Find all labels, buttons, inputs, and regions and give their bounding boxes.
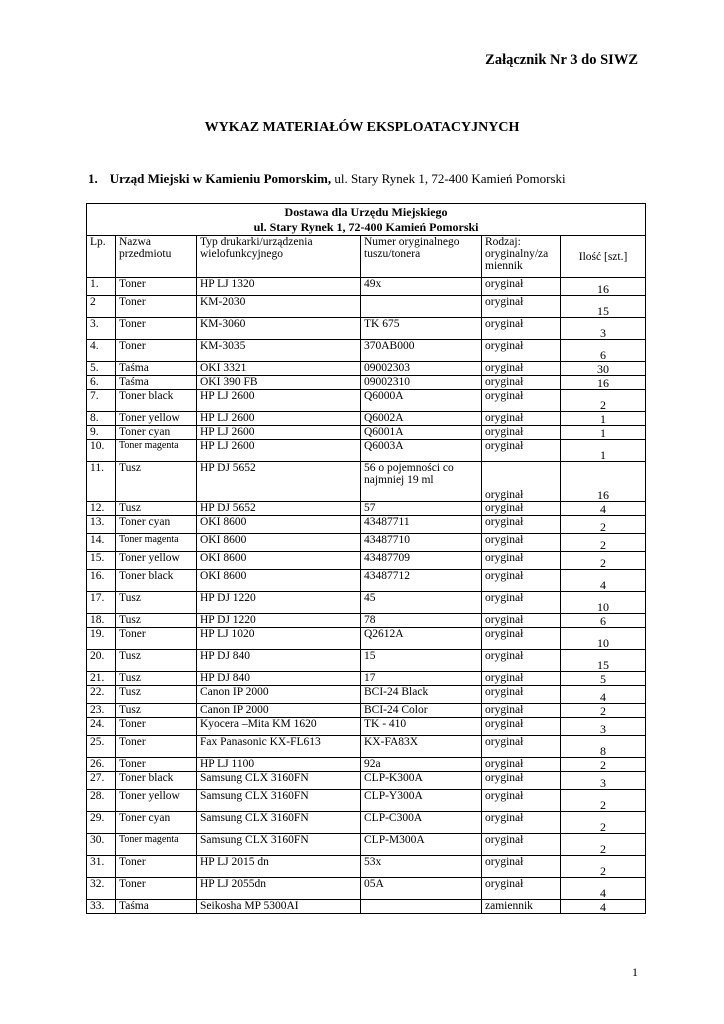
cell-name: Tusz [116,672,197,686]
cell-cartridge: 43487712 [361,570,482,592]
cell-name: Toner [116,340,197,362]
cell-qty: 3 [561,772,646,790]
cell-kind: oryginał [482,534,561,552]
cell-device: HP DJ 1220 [197,614,361,628]
cell-lp: 14. [87,534,116,552]
cell-name: Toner black [116,390,197,412]
table-title-line1: Dostawa dla Urzędu Miejskiego [284,205,448,219]
cell-name: Toner [116,318,197,340]
cell-kind: oryginał [482,672,561,686]
table-row [87,900,646,914]
cell-device: KM-2030 [197,296,361,318]
table-row [87,834,646,856]
cell-qty: 10 [561,592,646,614]
col-header-cartridge: Numer oryginalnego tuszu/tonera [361,236,482,278]
cell-lp: 6. [87,376,116,390]
cell-kind: oryginał [482,650,561,672]
cell-kind: oryginał [482,296,561,318]
table-row [87,592,646,614]
cell-device: OKI 8600 [197,516,361,534]
cell-kind: oryginał [482,516,561,534]
cell-name: Toner cyan [116,426,197,440]
cell-device: HP DJ 840 [197,650,361,672]
table-row [87,462,646,502]
cell-device: KM-3035 [197,340,361,362]
cell-lp: 30. [87,834,116,856]
cell-qty: 2 [561,812,646,834]
cell-name: Taśma [116,376,197,390]
table-row [87,362,646,376]
cell-qty: 4 [561,900,646,914]
cell-lp: 3. [87,318,116,340]
cell-cartridge: TK - 410 [361,718,482,736]
cell-qty: 3 [561,718,646,736]
table-row [87,412,646,426]
cell-cartridge: 43487711 [361,516,482,534]
cell-kind: oryginał [482,390,561,412]
cell-device: OKI 3321 [197,362,361,376]
cell-cartridge: TK 675 [361,318,482,340]
cell-name: Toner yellow [116,790,197,812]
table-row [87,376,646,390]
cell-qty: 3 [561,318,646,340]
table-row [87,552,646,570]
cell-lp: 2 [87,296,116,318]
table-row [87,878,646,900]
cell-qty: 2 [561,516,646,534]
cell-cartridge: 370AB000 [361,340,482,362]
cell-device: HP DJ 5652 [197,462,361,502]
cell-device: Fax Panasonic KX-FL613 [197,736,361,758]
table-row [87,686,646,704]
cell-qty: 16 [561,278,646,296]
cell-name: Toner [116,758,197,772]
cell-device: HP LJ 2015 dn [197,856,361,878]
cell-lp: 26. [87,758,116,772]
cell-cartridge: 17 [361,672,482,686]
cell-name: Tusz [116,592,197,614]
cell-kind: oryginał [482,772,561,790]
table-row [87,736,646,758]
table-row [87,672,646,686]
cell-qty: 2 [561,834,646,856]
cell-lp: 17. [87,592,116,614]
col-header-qty: Ilość [szt.] [561,236,646,278]
cell-cartridge: CLP-C300A [361,812,482,834]
cell-qty: 4 [561,570,646,592]
table-row [87,856,646,878]
cell-lp: 5. [87,362,116,376]
cell-device: HP DJ 840 [197,672,361,686]
cell-cartridge: 43487710 [361,534,482,552]
table-row [87,628,646,650]
cell-cartridge: CLP-Y300A [361,790,482,812]
cell-qty: 8 [561,736,646,758]
cell-lp: 19. [87,628,116,650]
cell-kind: oryginał [482,376,561,390]
cell-name: Toner [116,856,197,878]
table-row [87,718,646,736]
cell-name: Toner cyan [116,516,197,534]
col-header-lp: Lp. [87,236,116,278]
cell-name: Toner [116,278,197,296]
cell-name: Toner yellow [116,552,197,570]
cell-name: Toner black [116,772,197,790]
cell-qty: 2 [561,534,646,552]
cell-name: Toner magenta [116,440,197,462]
cell-device: HP LJ 1100 [197,758,361,772]
cell-cartridge: 43487709 [361,552,482,570]
cell-lp: 29. [87,812,116,834]
cell-kind: oryginał [482,878,561,900]
cell-kind: oryginał [482,614,561,628]
cell-kind: oryginał [482,502,561,516]
table-row [87,516,646,534]
cell-lp: 11. [87,462,116,502]
cell-name: Tusz [116,462,197,502]
cell-cartridge: 05A [361,878,482,900]
cell-lp: 24. [87,718,116,736]
col-header-kind: Rodzaj: oryginalny/za miennik [482,236,561,278]
cell-kind: oryginał [482,552,561,570]
cell-device: HP LJ 2055dn [197,878,361,900]
cell-lp: 28. [87,790,116,812]
cell-qty: 15 [561,296,646,318]
cell-device: HP LJ 2600 [197,426,361,440]
cell-qty: 2 [561,790,646,812]
cell-device: HP LJ 2600 [197,440,361,462]
cell-name: Toner black [116,570,197,592]
col-header-name: Nazwa przedmiotu [116,236,197,278]
cell-cartridge: KX-FA83X [361,736,482,758]
cell-qty: 15 [561,650,646,672]
cell-lp: 25. [87,736,116,758]
cell-device: HP DJ 5652 [197,502,361,516]
cell-kind: oryginał [482,790,561,812]
cell-cartridge: 09002310 [361,376,482,390]
cell-qty: 4 [561,502,646,516]
cell-kind: oryginał [482,340,561,362]
cell-cartridge: 15 [361,650,482,672]
table-row [87,340,646,362]
table-row [87,534,646,552]
cell-name: Taśma [116,362,197,376]
cell-qty: 1 [561,440,646,462]
table-title-line2: ul. Stary Rynek 1, 72-400 Kamień Pomorski [253,220,479,234]
cell-lp: 15. [87,552,116,570]
cell-lp: 23. [87,704,116,718]
cell-cartridge: 78 [361,614,482,628]
cell-qty: 2 [561,390,646,412]
cell-name: Toner yellow [116,412,197,426]
cell-cartridge: CLP-M300A [361,834,482,856]
table-title-row [87,204,646,236]
cell-name: Toner [116,718,197,736]
cell-lp: 27. [87,772,116,790]
cell-kind: oryginał [482,736,561,758]
cell-kind: oryginał [482,856,561,878]
cell-kind: oryginał [482,718,561,736]
cell-qty: 6 [561,614,646,628]
cell-qty: 1 [561,426,646,440]
cell-lp: 16. [87,570,116,592]
table-row [87,440,646,462]
cell-cartridge: BCI-24 Color [361,704,482,718]
materials-table [86,203,646,914]
cell-device: Samsung CLX 3160FN [197,812,361,834]
cell-qty: 1 [561,412,646,426]
cell-kind: oryginał [482,812,561,834]
cell-qty: 30 [561,362,646,376]
cell-qty: 2 [561,758,646,772]
table-row [87,318,646,340]
cell-cartridge: 92a [361,758,482,772]
cell-lp: 32. [87,878,116,900]
cell-lp: 18. [87,614,116,628]
cell-kind: oryginał [482,462,561,502]
cell-name: Tusz [116,704,197,718]
cell-device: Kyocera –Mita KM 1620 [197,718,361,736]
cell-device: OKI 390 FB [197,376,361,390]
cell-device: Samsung CLX 3160FN [197,790,361,812]
table-row [87,758,646,772]
cell-cartridge [361,900,482,914]
cell-cartridge [361,296,482,318]
table-row [87,278,646,296]
cell-lp: 7. [87,390,116,412]
cell-kind: oryginał [482,318,561,340]
table-row [87,502,646,516]
col-header-device: Typ drukarki/urządzenia wielofunkcyjnego [197,236,361,278]
cell-qty: 16 [561,376,646,390]
cell-qty: 4 [561,878,646,900]
cell-cartridge: CLP-K300A [361,772,482,790]
page-number: 1 [632,965,638,979]
cell-device: OKI 8600 [197,552,361,570]
cell-device: HP DJ 1220 [197,592,361,614]
cell-qty: 2 [561,856,646,878]
annex-label: Załącznik Nr 3 do SIWZ [485,52,638,68]
cell-cartridge: 56 o pojemności co najmniej 19 ml [361,462,482,502]
cell-kind: oryginał [482,278,561,296]
cell-lp: 20. [87,650,116,672]
column-header-row [87,236,646,278]
cell-cartridge: 57 [361,502,482,516]
cell-cartridge: 49x [361,278,482,296]
document-title: WYKAZ MATERIAŁÓW EKSPLOATACYJNYCH [204,120,520,135]
cell-lp: 21. [87,672,116,686]
cell-lp: 10. [87,440,116,462]
cell-lp: 13. [87,516,116,534]
table-row [87,812,646,834]
cell-name: Toner [116,628,197,650]
cell-kind: oryginał [482,628,561,650]
cell-device: Samsung CLX 3160FN [197,772,361,790]
cell-kind: oryginał [482,834,561,856]
cell-device: HP LJ 1320 [197,278,361,296]
table-row [87,650,646,672]
section-address: ul. Stary Rynek 1, 72-400 Kamień Pomorski [331,171,566,186]
cell-device: OKI 8600 [197,570,361,592]
cell-lp: 12. [87,502,116,516]
cell-qty: 10 [561,628,646,650]
cell-device: Canon IP 2000 [197,704,361,718]
cell-kind: oryginał [482,426,561,440]
cell-cartridge: Q6002A [361,412,482,426]
cell-cartridge: Q2612A [361,628,482,650]
cell-qty: 16 [561,462,646,502]
cell-kind: oryginał [482,362,561,376]
table-row [87,704,646,718]
cell-kind: oryginał [482,570,561,592]
cell-device: HP LJ 2600 [197,412,361,426]
cell-cartridge: 45 [361,592,482,614]
section-heading [88,171,566,187]
cell-cartridge: BCI-24 Black [361,686,482,704]
cell-lp: 9. [87,426,116,440]
cell-cartridge: 09002303 [361,362,482,376]
cell-kind: oryginał [482,686,561,704]
cell-kind: zamiennik [482,900,561,914]
table-row [87,570,646,592]
table-row [87,426,646,440]
cell-lp: 1. [87,278,116,296]
cell-lp: 31. [87,856,116,878]
cell-cartridge: Q6001A [361,426,482,440]
cell-name: Toner magenta [116,534,197,552]
cell-cartridge: Q6000A [361,390,482,412]
cell-name: Toner [116,878,197,900]
cell-qty: 6 [561,340,646,362]
table-row [87,614,646,628]
cell-qty: 5 [561,672,646,686]
cell-name: Toner [116,736,197,758]
section-number: 1. [88,171,98,186]
cell-lp: 4. [87,340,116,362]
cell-cartridge: Q6003A [361,440,482,462]
cell-qty: 2 [561,552,646,570]
cell-name: Tusz [116,614,197,628]
cell-name: Toner [116,296,197,318]
table-row [87,790,646,812]
cell-lp: 8. [87,412,116,426]
table-row [87,296,646,318]
cell-kind: oryginał [482,592,561,614]
section-name: Urząd Miejski w Kamieniu Pomorskim, [109,171,332,186]
cell-device: Samsung CLX 3160FN [197,834,361,856]
cell-kind: oryginał [482,758,561,772]
cell-name: Toner cyan [116,812,197,834]
table-title [87,204,646,236]
cell-kind: oryginał [482,440,561,462]
cell-kind: oryginał [482,704,561,718]
cell-device: OKI 8600 [197,534,361,552]
cell-name: Tusz [116,686,197,704]
cell-name: Tusz [116,650,197,672]
table-row [87,390,646,412]
table-row [87,772,646,790]
cell-device: Seikosha MP 5300AI [197,900,361,914]
cell-device: HP LJ 1020 [197,628,361,650]
cell-kind: oryginał [482,412,561,426]
cell-device: KM-3060 [197,318,361,340]
cell-name: Taśma [116,900,197,914]
cell-cartridge: 53x [361,856,482,878]
cell-device: Canon IP 2000 [197,686,361,704]
cell-device: HP LJ 2600 [197,390,361,412]
cell-lp: 33. [87,900,116,914]
cell-name: Toner magenta [116,834,197,856]
cell-name: Tusz [116,502,197,516]
cell-qty: 2 [561,704,646,718]
cell-qty: 4 [561,686,646,704]
cell-lp: 22. [87,686,116,704]
